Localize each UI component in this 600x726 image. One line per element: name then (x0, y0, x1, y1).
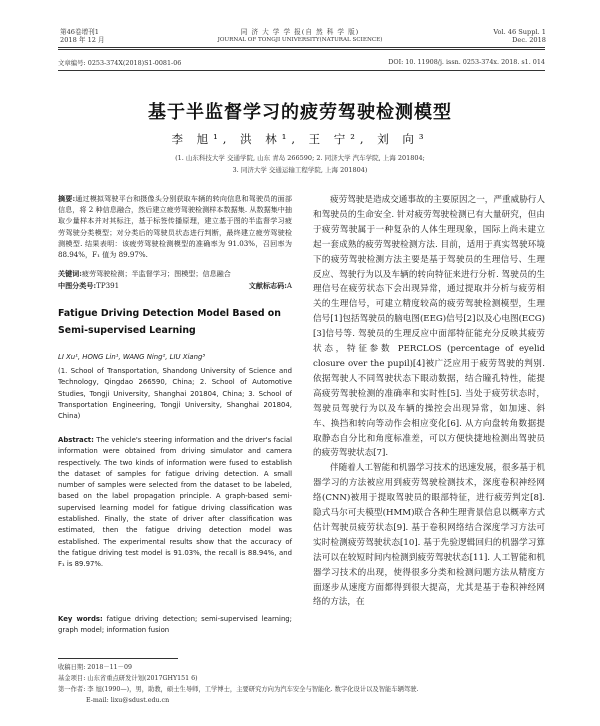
affiliation-line-2: 3. 同济大学 交通运输工程学院, 上海 201804) (232, 166, 368, 174)
english-keywords (58, 614, 292, 637)
doi: DOI: 10. 11908/j. issn. 0253-374x. 2018. s1. 014 (388, 58, 545, 66)
body-text (313, 193, 545, 610)
header-rule-thin (58, 49, 545, 50)
footnotes (58, 662, 545, 706)
classification-value: TP391 (96, 281, 120, 290)
footnote-author: 第一作者: 李 旭(1990—)，男，助教，硕士生导师，工学博士，主要研究方向为汽车安全与智能化. 数字化设计以及智能车辆驾驶. (58, 686, 419, 693)
footnote-email: E-mail: lixu@sdust.edu.cn (86, 697, 170, 704)
english-keywords-label: Key words: (58, 615, 103, 623)
english-abstract-label: Abstract: (58, 436, 94, 444)
classification-line (58, 280, 292, 291)
abstract-cn (58, 193, 292, 260)
paper-title: 基于半监督学习的疲劳驾驶检测模型 (148, 102, 452, 123)
footnote-rule (58, 658, 178, 659)
meta-rule (58, 70, 545, 71)
header-rule (58, 47, 545, 48)
keywords-cn-text: 疲劳驾驶检测；半监督学习；图模型；信息融合 (81, 269, 231, 278)
keywords-cn (58, 268, 292, 279)
journal-name: 同 济 大 学 学 报(自 然 科 学 版) JOURNAL OF TONGJI UNIVERSITY(NATURAL SCIENCE) (217, 28, 383, 43)
english-title: Fatigue Driving Detection Model Based on Semi-supervised Learning (58, 308, 281, 336)
keywords-cn-label: 关键词: (58, 269, 82, 278)
classification-label: 中图分类号: (58, 281, 97, 290)
document-code-label: 文献标志码: (248, 281, 287, 290)
english-abstract-text: The vehicle's steering information and the driver's facial information were obtained from driving simulator and camera respectively. The two kinds of information were fused to establish the dataset of samples for fatigue driving detection. A small number of samples were selected from the dataset to be labeled, based on the label propagation principle. A graph-based semi-supervised learning model for fatigue driving classification was established. Finally, the state of driver after classification was estimated, then the fatigue driving detection model was established. The experimental results show that the accuracy of the fatigue driving test model is 91.03%, the recall is 88.94%, and F₁ is 89.97%. (58, 436, 293, 569)
document-code-value: A (286, 281, 292, 290)
body-paragraph-2: 伴随着人工智能和机器学习技术的迅速发展，很多基于机器学习的方法被应用到疲劳驾驶检测技术，深度卷积神经网络(CNN)被用于提取驾驶员的眼部特征，进行疲劳判定[8]. 隐式马尔可夫模型(HMM)联合各种生理背景信息以概率方式估计驾驶员疲劳状态[9]. 基于卷积网络结合深度学习方法可实时检测疲劳驾驶状态[10]. 基于先验逻辑回归的机器学习算法可以在较短时间内检测到疲劳驾驶状态[11]. 人工智能和机器学习技术的出现，使得很多分类和检测问题方法从精度方面逐步从速度方面都得到很大提高，尤其是基于卷积神经网络的方法，在 (313, 463, 545, 608)
footnote-received: 收稿日期: 2018－11－09 (58, 664, 132, 671)
journal-volume-right: Vol. 46 Suppl. 1 Dec. 2018 (493, 28, 546, 44)
authors: 李 旭¹, 洪 林¹, 王 宁², 刘 向³ (171, 132, 429, 146)
affiliation-line-1: (1. 山东科技大学 交通学院, 山东 青岛 266590; 2. 同济大学 汽车学院, 上海 201804; (175, 154, 425, 162)
journal-volume-left: 第46卷增刊1 2018 年 12 月 (60, 28, 105, 44)
english-abstract (58, 435, 292, 571)
english-keywords-text: fatigue driving detection; semi-supervised learning; graph model; information fusion (58, 615, 293, 635)
abstract-cn-label: 摘要: (58, 194, 76, 203)
english-affiliations: (1. School of Transportation, Shandong University of Science and Technology, Qingdao 266590, China; 2. School of Automotive Studies, Tongji University, Shanghai 201804, China; 3. School of Transportation Engineering, Tongji University, Shanghai 201804, China) (58, 367, 292, 421)
abstract-cn-text: 通过模拟驾驶平台和摄像头分别获取车辆的转向信息和驾驶员的面部信息，将 2 种信息融合，然后建立疲劳驾驶检测样本数据集. 从数据集中抽取少量样本并对其标注，基于标签传播原理，建立基于图的半监督学习疲劳驾驶分类模型；对分类后的驾驶员状态进行判断，最终建立疲劳驾驶检测模型. 结果表明：该疲劳驾驶检测模型的准确率为 91.03%，召回率为 88.94%，F₁ 值为 89.97%. (58, 194, 293, 260)
footnote-fund: 基金项目: 山东省重点研发计划(2017GHY151 6) (58, 675, 198, 682)
article-number: 文章编号: 0253-374X(2018)S1-0081-06 (58, 59, 182, 67)
english-authors: LI Xu¹, HONG Lin¹, WANG Ning², LIU Xiang³ (58, 353, 206, 361)
body-paragraph-1: 疲劳驾驶是造成交通事故的主要原因之一，严重威胁行人和驾驶员的生命安全. 针对疲劳驾驶检测已有大量研究，但由于疲劳驾驶属于一种复杂的人体生理现象，国际上尚未建立起一套成熟的疲劳驾驶检测方法. 目前，适用于真实驾驶环境下的疲劳驾驶检测方法主要是基于驾驶员的生理信号、生理反应、驾驶行为以及车辆的转向特征来进行分析. 驾驶员的生理信号在疲劳状态下会出现异常，通过提取并分析与疲劳相关的生理信号，可建立精度较高的疲劳驾驶检测模型，生理信号[1]包括驾驶员的脑电图(EEG)信号[2]以及心电图(ECG)[3]信号等. 驾驶员的生理反应中面部特征能充分反映其疲劳状态，特征参数 PERCLOS (percentage of eyelid closure over the pupil)[4]被广泛应用于疲劳驾驶的判别. 依据驾驶人不同驾驶状态下眼动数据，结合瞳孔特性，能提高疲劳驾驶检测的准确率和实时性[5]. 当处于疲劳状态时，驾驶员驾驶行为以及车辆的操控会出现异常，如加速、斜车、换挡和转向等动作会相应变化[6]. 从方向盘转角数据提取静态自分比和角度标准差，可以方便快捷地检测出驾驶员的疲劳驾驶状态[7]. (313, 195, 545, 459)
